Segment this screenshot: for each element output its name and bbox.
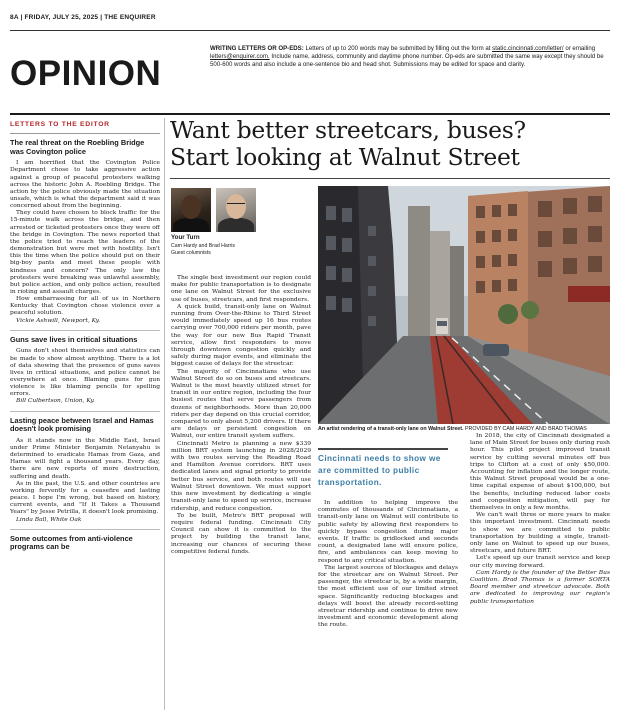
article-paragraph: A quick build, transit-only lane on Walnut running from Over-the-Rhine to Third Street would immediately speed up 16 bus routes carrying over 700,000 riders per month, pave the way for our new Bus Rapid Transit service, allow first responders to move through downtown congestion quickly and safely during major events, and eliminate the biggest cause of delays for the streetcar. bbox=[171, 302, 311, 368]
pull-quote: Cincinnati needs to show we are committed to public transportation. bbox=[318, 454, 441, 487]
photo-credit: PROVIDED BY CAM HARDY AND BRAD THOMAS bbox=[464, 426, 587, 432]
column-label: Your Turn bbox=[171, 234, 200, 241]
guidelines-text-2: or emailing bbox=[565, 45, 596, 52]
letters-email-link[interactable]: letters@enquirer.com. bbox=[210, 53, 270, 61]
folio-divider bbox=[10, 30, 610, 31]
headline-divider bbox=[170, 178, 610, 179]
byline bbox=[171, 243, 311, 257]
article-paragraph: In 2018, the city of Cincinnati designated a lane of Main Street for buses only during rush hour. This pilot project improved transit service by cutting several minutes off bus trips to Clifton at a cost of only $50,000. Accounting for inflation and the longer route, this Walnut Street proposal would be a one-time capital expense of about $100,000, but the benefits, including reduced labor costs and congestion mitigation, will pay for themselves in only a few months. bbox=[470, 432, 610, 512]
letter-separator bbox=[10, 529, 160, 530]
author-headshot-harris bbox=[216, 188, 256, 232]
street-rendering bbox=[318, 186, 610, 424]
author-role: Guest columnists bbox=[171, 250, 211, 256]
letter-signature: Vickie Ashwill, Newport, Ky. bbox=[16, 317, 101, 324]
letter-paragraph: I am horrified that the Covington Police Department chose to take aggressive action against a group of peaceful protesters walking across the historic John A. Roebling Bridge. The action by the police obviously made the situation unsafe, which is what the department said it was concerned about from the beginning. bbox=[10, 160, 160, 210]
letter-headline: Some outcomes from anti-violence programs can be bbox=[10, 533, 133, 552]
letter-paragraph: How embarrassing for all of us in Northern Kentucky that Covington chose violence over a peaceful solution. bbox=[10, 296, 160, 317]
guidelines-text-1: Letters of up to 200 words may be submitted by filling out the form at bbox=[305, 45, 491, 52]
header-divider bbox=[10, 113, 610, 115]
headline-line-1: Want better streetcars, buses? bbox=[170, 116, 526, 144]
article-paragraph: In addition to helping improve the commutes of thousands of Cincinnatians, a transit-only lane on Walnut will contribute to public safety by allowing first responders to quickly bypass congestion during major events. If traffic is gridlocked and seconds count, a designated lane will ensure police, fire, and ambulances can keep moving to respond to any critical situation. bbox=[318, 499, 458, 564]
guidelines-text-3: Include name, address, community and daytime phone number. Op-eds are submitted the same way except they should be 500-600 words and also include a one-sentence bio and head shot. Submissions may be edited for space and clarity. bbox=[210, 53, 604, 69]
author-headshot-hardy bbox=[171, 188, 211, 232]
letter-signature: Bill Culbertson, Union, Ky. bbox=[16, 398, 95, 405]
article-photo bbox=[318, 186, 610, 424]
pull-quote-rule bbox=[318, 448, 448, 450]
article-paragraph: The single best investment our region could make for public transportation is to designate one lane on Walnut Street for the exclusive use of buses, streetcars, and first responders. bbox=[171, 274, 311, 303]
article-paragraph: We can't wait three or more years to make this important investment. Cincinnati needs to show we are committed to public transportation by building a single, transit-only lane on Walnut to speed up our buses, streetcars, and future BRT. bbox=[470, 511, 610, 555]
letter-paragraph: Guns don't shoot themselves and statistics can be made to show almost anything. There is a lot of data showing that the presence of guns saves lives in critical situations, and police cannot be everywhere at once. Blaming guns for gun violence is like blaming pencils for spelling errors. bbox=[10, 348, 160, 398]
section-title: OPINION bbox=[10, 54, 162, 93]
article-column-3 bbox=[470, 432, 610, 605]
submission-guidelines bbox=[210, 45, 610, 69]
article-paragraph: Let's speed up our transit service and keep our city moving forward. bbox=[470, 554, 610, 569]
author-names: Cam Hardy and Brad Harris bbox=[171, 243, 236, 249]
column-divider bbox=[164, 118, 165, 710]
headline-line-2: Start looking at Walnut Street bbox=[170, 143, 520, 171]
letters-column bbox=[10, 118, 160, 710]
guidelines-label: WRITING LETTERS OR OP-EDS: bbox=[210, 45, 304, 52]
article-paragraph: The majority of Cincinnatians who use Walnut Street do so on buses and streetcars. Walnut is the most heavily utilized street for transit in our entire region, including the four busiest routes that serve passengers from dozens of neighborhoods. More than 20,000 riders per day depend on this crucial corridor, compared to only about 5,200 drivers. If there are delays or persistent congestion on Walnut, our entire transit system suffers. bbox=[171, 367, 311, 440]
letter-headline: The real threat on the Roebling Bridge was Covington police bbox=[10, 138, 145, 156]
letter-signature: Linda Ball, White Oak bbox=[16, 516, 82, 523]
article-column-1 bbox=[171, 274, 311, 555]
article-paragraph: The largest sources of blockages and delays for the streetcar are on Walnut Street. Per passenger, the streetcar is, by a wide margin, the most efficient use of our limited street space. Significantly reducing blockages and delays will boost the already record-setting streetcar ridership and continue to drive new investment and economic development along the route. bbox=[318, 563, 458, 629]
caption-text: An artist rendering of a transit-only lane on Walnut Street. bbox=[318, 426, 464, 432]
author-bio: Cam Hardy is the founder of the Better Bus Coalition. Brad Thomas is a former SORTA Board member and streetcar advocate. Both are dedicated to improving our region's public transportation bbox=[470, 568, 610, 605]
letter-headline: Guns save lives in critical situations bbox=[10, 334, 138, 344]
article-paragraph: To be built, Metro's BRT proposal will require federal funding. Cincinnati City Council can show it is committed to the project by building the transit lane, increasing our chances of securing these competitive federal funds. bbox=[171, 511, 311, 555]
letter-separator bbox=[10, 411, 160, 412]
folio-line: 8A | FRIDAY, JULY 25, 2025 | THE ENQUIRER bbox=[10, 14, 156, 21]
letters-column-head: LETTERS TO THE EDITOR bbox=[10, 118, 160, 134]
letter-paragraph: They could have chosen to block traffic for the 15-minute walk across the bridge, and then arrested or ticketed protesters once they were off the bridge in Covington. The news reported that the police tried to reach the leaders of the demonstration but were met with hostility. Isn't this the time when the police should put on their big-boy pants and meet these people with kindness and concern? The only law the protesters were breaking was unlawful assembly, but police action, and only police action, resulted in rioting and assault charges. bbox=[10, 210, 160, 295]
letter-headline: Lasting peace between Israel and Hamas doesn't look promising bbox=[10, 415, 154, 434]
letter-paragraph: As in the past, the U.S. and other countries are working fervently for a ceasefire and lasting peace. I hope I'm wrong, but based on history, current events, and "If It Takes a Thousand Years" by Jesse Petrilla, it doesn't look promising. bbox=[10, 480, 160, 516]
article-column-2 bbox=[318, 499, 458, 629]
letter-form-link[interactable]: static.cincinnati.com/letter/ bbox=[492, 45, 564, 52]
article-headline bbox=[170, 117, 610, 171]
article-paragraph: Cincinnati Metro is planning a new $339 million BRT system launching in 2028/2029 with two routes serving the Reading Road and Hamilton Avenue corridors. BRT uses dedicated lanes and signal priority to provide better bus service, and both routes will use Walnut Street downtown. We must support this new investment by dedicating a single transit-only lane to speed up service, increase ridership, and reduce congestion. bbox=[171, 439, 311, 512]
letter-paragraph: As it stands now in the Middle East, Israel under Prime Minister Benjamin Netanyahu is determined to eradicate Hamas from Gaza, and Hamas will fight a thousand years. Every day, there are new reports of more destruction, suffering and death. bbox=[10, 437, 160, 480]
letter-separator bbox=[10, 330, 160, 331]
